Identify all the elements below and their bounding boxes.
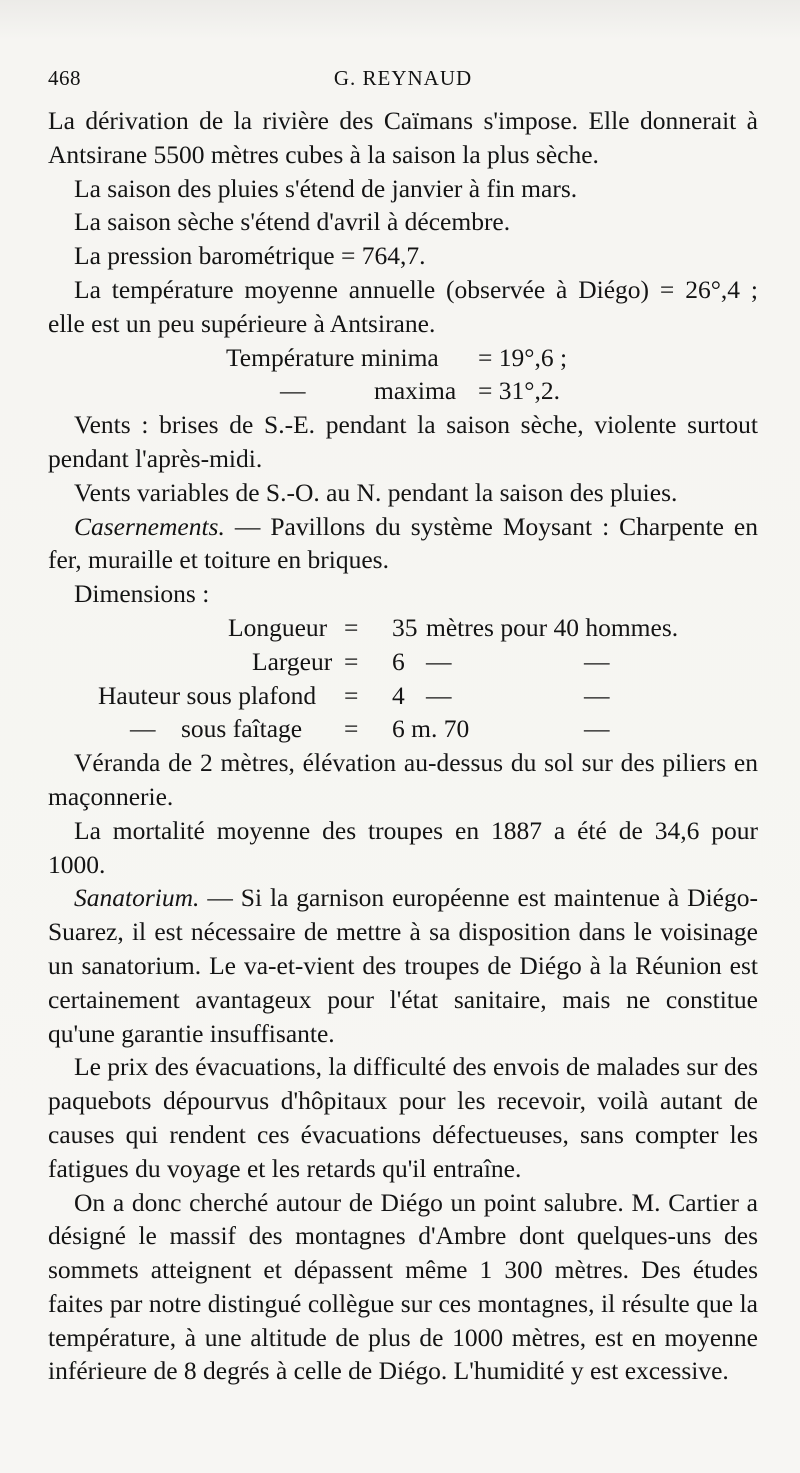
temperature-min-value: = 19°,6 ; (478, 342, 568, 372)
paragraph: Vents variables de S.-O. au N. pendant la saison des pluies. (74, 477, 678, 507)
dimension-equals: = (344, 714, 359, 744)
dimension-label: Hauteur sous plafond (98, 680, 317, 710)
paragraph: Le prix des évacuations, la difficulté des envois de malades sur des paquebots dépourvus d'hôpitaux pour les recevoir, voilà autant de causes qui rendent ces évacuations défectueuses, sans compter les fatigues du voyage et les retards qu'il entraîne. (48, 1052, 758, 1183)
dimension-label: Largeur (252, 646, 333, 676)
temperature-min-row (48, 341, 758, 375)
dimension-value: 6 m. 70 (392, 714, 470, 744)
dimension-value: 6 (392, 646, 405, 676)
page-header (48, 66, 758, 96)
paragraph: La saison sèche s'étend d'avril à décembre. (74, 207, 511, 237)
dimension-value: 4 (392, 680, 405, 710)
temperature-max-value: = 31°,2. (478, 376, 560, 406)
dimension-ditto: — (584, 646, 610, 676)
paragraph-sanatorium (48, 881, 758, 1050)
paragraph: La saison des pluies s'étend de janvier à fin mars. (74, 173, 578, 203)
paragraph: La dérivation de la rivière des Caïmans s'impose. Elle donnerait à Antsirane 5500 mètres cubes à la saison la plus sèche. (48, 106, 758, 169)
dimension-label: Longueur (228, 612, 328, 642)
dimension-equals: = (344, 612, 359, 642)
section-text: — Si la garnison européenne est maintenue à Diégo-Suarez, il est nécessaire de mettre à sa disposition dans le voisinage un sanatorium. Le va-et-vient des troupes de Diégo à la Réunion est certainement avantageux pour l'état sanitaire, mais ne constitue qu'une garantie insuffisante. (48, 883, 758, 1048)
paragraph: La mortalité moyenne des troupes en 1887 a été de 34,6 pour 1000. (48, 815, 758, 879)
running-title: G. REYNAUD (333, 66, 473, 90)
dimension-row (48, 679, 758, 713)
dimension-row (48, 645, 758, 679)
paragraph: Vents : brises de S.-E. pendant la saison sèche, violente surtout pendant l'après-midi. (48, 410, 758, 473)
dimension-equals: = (344, 646, 359, 676)
dimension-label: — sous faîtage (130, 714, 303, 744)
dimension-value: 35 (392, 612, 418, 642)
page-number: 468 (48, 66, 81, 90)
dimension-unit: — (426, 646, 452, 676)
dimension-row (48, 712, 758, 746)
dimension-equals: = (344, 680, 359, 710)
dimension-unit: — (426, 680, 452, 710)
section-title: Casernements. (74, 511, 225, 541)
dimensions-heading: Dimensions : (74, 579, 210, 609)
dimension-ditto: — (584, 714, 610, 744)
temperature-max-row (48, 374, 758, 408)
paragraph: On a donc cherché autour de Diégo un point salubre. M. Cartier a désigné le massif des montagnes d'Ambre dont quelques-uns des sommets atteignent et dépassent même 1 300 mètres. Des études faites par notre distingué collègue sur ces montagnes, il résulte que la température, à une altitude de plus de 1000 mètres, est en moyenne inférieure de 8 degrés à celle de Diégo. L'humidité y est excessive. (48, 1187, 758, 1386)
section-text: — Pavillons du système Moysant : Charpente en fer, muraille et toiture en briques. (48, 511, 758, 575)
paragraph: La pression barométrique = 764,7. (74, 241, 426, 271)
section-title: Sanatorium. (74, 883, 200, 913)
temperature-min-label: Température minima (226, 342, 439, 372)
paragraph: Véranda de 2 mètres, élévation au-dessus du sol sur des piliers en maçonnerie. (48, 748, 758, 811)
paragraph: La température moyenne annuelle (observée à Diégo) = 26°,4 ; elle est un peu supérieure à Antsirane. (48, 274, 758, 338)
ditto-dash: — (280, 376, 306, 406)
body-text (48, 104, 758, 1388)
dimension-ditto: — (584, 680, 610, 710)
dimension-row (48, 611, 758, 645)
temperature-max-label: maxima (374, 376, 457, 406)
paragraph-casernements (48, 510, 758, 578)
dimension-unit: mètres pour 40 hommes. (426, 612, 679, 642)
